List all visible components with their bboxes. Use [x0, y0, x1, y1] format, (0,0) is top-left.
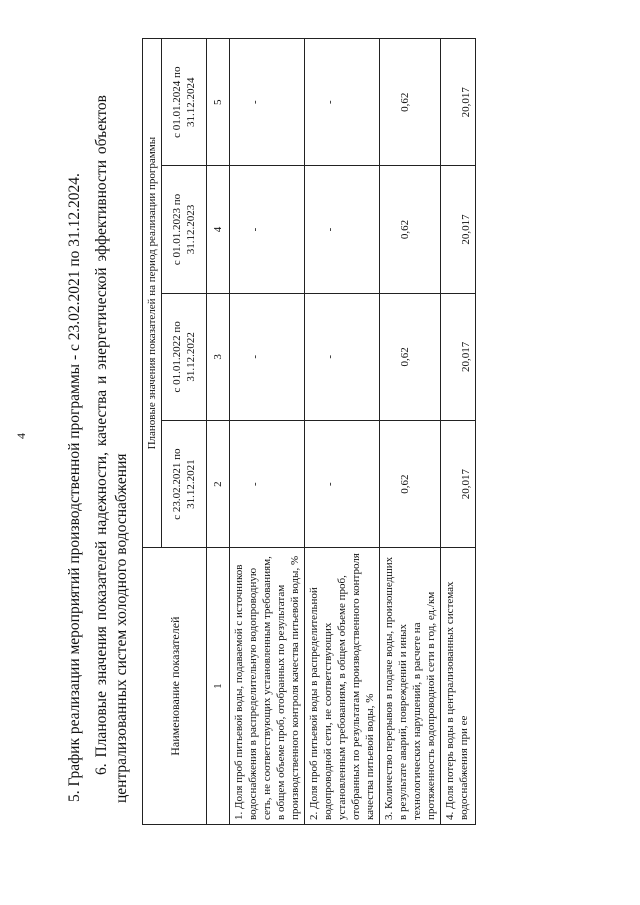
page-number: 4 — [14, 433, 28, 439]
indicator-value: - — [230, 293, 305, 420]
indicator-value: 20,017 — [441, 166, 476, 293]
indicator-value: - — [305, 293, 380, 420]
indicator-value: 0,62 — [380, 293, 441, 420]
column-number: 4 — [207, 166, 230, 293]
indicator-name: 4. Доля потерь воды в централизованных системах водоснабжения при ее — [441, 548, 476, 825]
column-number: 2 — [207, 420, 230, 547]
indicator-value: 0,62 — [380, 420, 441, 547]
column-number: 5 — [207, 39, 230, 166]
indicator-value: 20,017 — [441, 293, 476, 420]
header-period-2024: с 01.01.2024 по 31.12.2024 — [162, 39, 207, 166]
indicator-value: - — [230, 39, 305, 166]
section-6-title — [92, 95, 132, 803]
indicator-value: - — [305, 39, 380, 166]
section-6-title-line-1: 6. Плановые значения показателей надежности, качества и энергетической эффективности объектов — [93, 95, 110, 775]
column-numbers-row — [207, 39, 230, 825]
header-period-2021: с 23.02.2021 по 31.12.2021 — [162, 420, 207, 547]
indicator-value: 20,017 — [441, 420, 476, 547]
table-row — [441, 39, 476, 825]
header-period-2022: с 01.01.2022 по 31.12.2022 — [162, 293, 207, 420]
indicator-name: 2. Доля проб питьевой воды в распределительной водопроводной сети, не соответствующих установленным требованиям, в общем объеме проб, отобранных по результатам производственного контроля качества питьевой воды, % — [305, 548, 380, 825]
indicator-value: 0,62 — [380, 166, 441, 293]
section-5-title: 5. График реализации мероприятий производственной программы - с 23.02.2021 по 31.12.2024. — [66, 173, 83, 802]
column-number: 3 — [207, 293, 230, 420]
indicator-name: 1. Доля проб питьевой воды, подаваемой с источников водоснабжения в распределительную водопроводную сеть, не соответствующих установленным требованиям, в общем объеме проб, отобранных по результатам производственного контроля качества питьевой воды, % — [230, 548, 305, 825]
table-row — [230, 39, 305, 825]
header-period-2023: с 01.01.2023 по 31.12.2023 — [162, 166, 207, 293]
table-row — [305, 39, 380, 825]
indicator-value: 20,017 — [441, 39, 476, 166]
indicator-value: - — [305, 166, 380, 293]
indicators-table — [142, 38, 476, 825]
indicator-value: - — [230, 420, 305, 547]
header-planned-values: Плановые значения показателей на период реализации программы — [143, 39, 162, 548]
table-row — [380, 39, 441, 825]
indicator-value: - — [305, 420, 380, 547]
indicator-value: 0,62 — [380, 39, 441, 166]
indicator-name: 3. Количество перерывов в подаче воды, произошедших в результате аварий, повреждений и иных технологических нарушений, в расчете на протяженность водопроводной сети в год, ед./км — [380, 548, 441, 825]
indicator-value: - — [230, 166, 305, 293]
header-indicator-name: Наименование показателей — [143, 548, 207, 825]
section-6-title-line-2: централизованных систем холодного водоснабжения — [113, 453, 130, 803]
column-number: 1 — [207, 548, 230, 825]
